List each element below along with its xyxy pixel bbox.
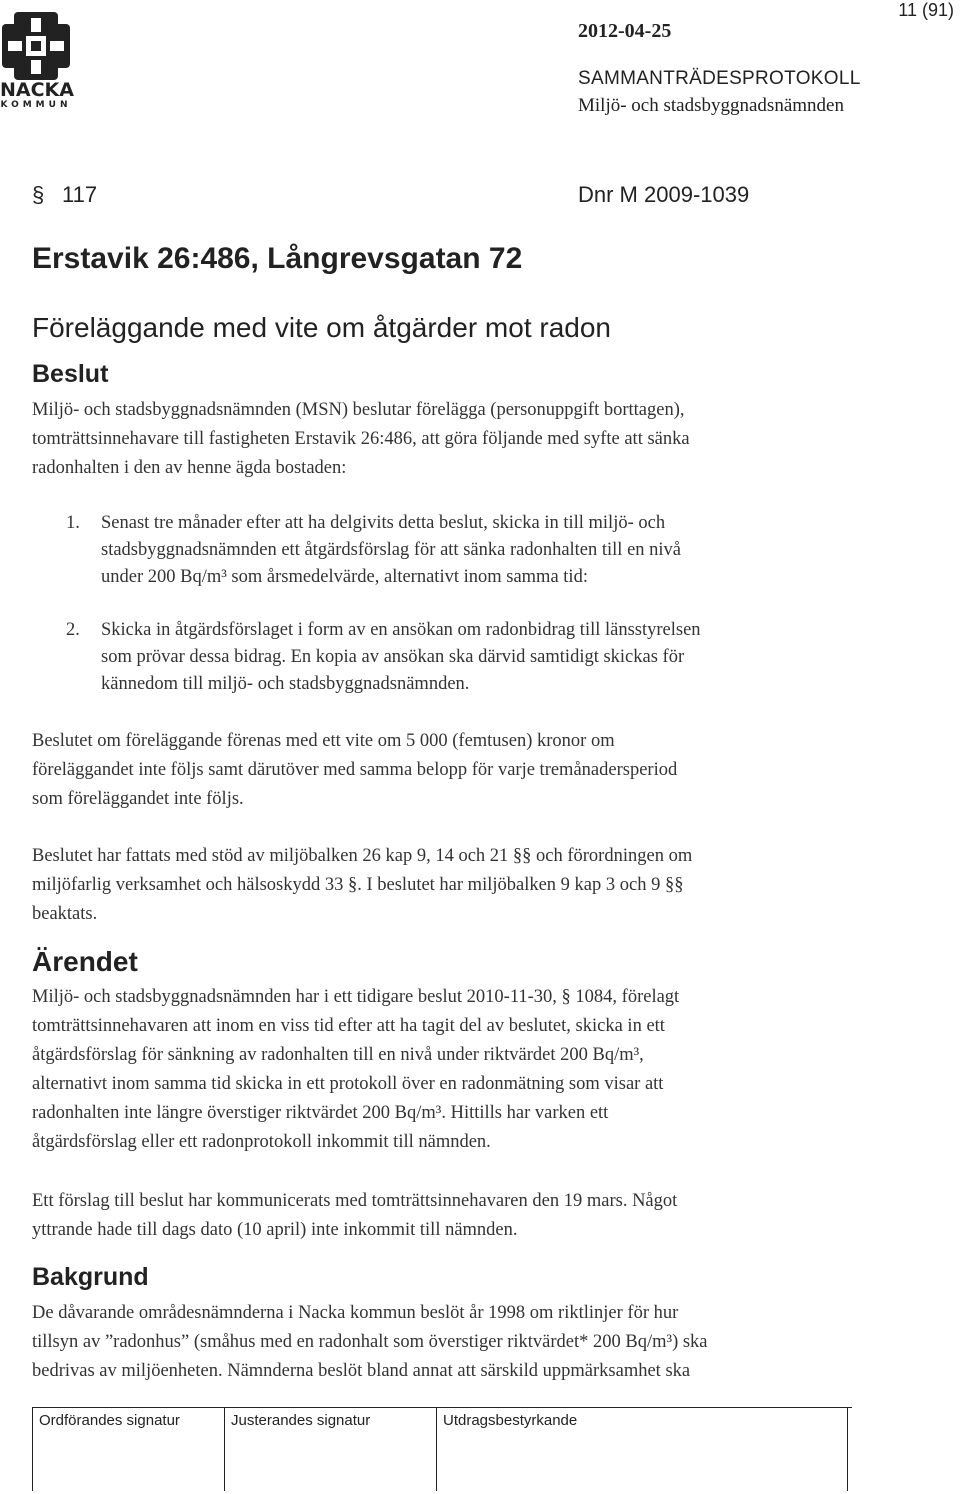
section-line [32, 182, 752, 212]
nacka-crest-icon [0, 10, 72, 82]
text-line: yttrande hade till dags dato (10 april) inte inkommit till nämnden. [32, 1220, 518, 1240]
committee-name: Miljö- och stadsbyggnadsnämnden [578, 95, 844, 116]
text-line: Beslutet har fattats med stöd av miljöbalken 26 kap 9, 14 och 21 §§ och förordningen om [32, 846, 693, 866]
utdrag-signature-label: Utdragsbestyrkande [443, 1412, 578, 1429]
text-line: åtgärdsförslag för sänkning av radonhalten till en nivå under riktvärdet 200 Bq/m³, [32, 1045, 644, 1065]
logo-line-2: KOMMUN [0, 100, 72, 110]
text-line: radonhalten inte längre överstiger riktvärdet 200 Bq/m³. Hittills har varken ett [32, 1103, 609, 1123]
list-item [66, 510, 866, 591]
protocol-title: SAMMANTRÄDESPROTOKOLL [578, 68, 861, 89]
text-line: under 200 Bq/m³ som årsmedelvärde, alternativt inom samma tid: [101, 567, 588, 587]
page-title: Erstavik 26:486, Långrevsgatan 72 [32, 242, 523, 275]
list-item [66, 617, 866, 698]
text-line: åtgärdsförslag eller ett radonprotokoll inkommit till nämnden. [32, 1132, 491, 1152]
logo-wordmark [0, 80, 72, 111]
text-line: radonhalten i den av henne ägda bostaden: [32, 458, 347, 478]
beslut-heading: Beslut [32, 360, 109, 388]
text-line: Senast tre månader efter att ha delgivits detta beslut, skicka in till miljö- och [101, 513, 666, 533]
text-line: Beslutet om föreläggande förenas med ett vite om 5 000 (femtusen) kronor om [32, 731, 615, 751]
text-line: alternativt inom samma tid skicka in ett protokoll över en radonmätning som visar att [32, 1074, 664, 1094]
text-line: miljöfarlig verksamhet och hälsoskydd 33 §. I beslutet har miljöbalken 9 kap 3 och 9 §§ [32, 875, 684, 895]
meeting-date: 2012-04-25 [578, 20, 672, 42]
signature-footer [32, 1407, 852, 1488]
text-line: tomträttsinnehavare till fastigheten Erstavik 26:486, att göra följande med syfte att sänka [32, 429, 690, 449]
paragraph-symbol: § [32, 182, 45, 207]
arendet-paragraph-2 [32, 1187, 872, 1245]
legal-paragraph [32, 842, 872, 929]
text-line: tillsyn av ”radonhus” (småhus med en radonhalt som överstiger riktvärdet* 200 Bq/m³) ska [32, 1332, 708, 1352]
diary-number: Dnr M 2009-1039 [578, 182, 750, 207]
beslut-intro [32, 396, 872, 483]
text-line: som föreläggandet inte följs. [32, 789, 244, 809]
text-line: Miljö- och stadsbyggnadsnämnden har i ett tidigare beslut 2010-11-30, § 1084, förelagt [32, 987, 680, 1007]
text-line: som prövar dessa bidrag. En kopia av ansökan ska därvid samtidigt skickas för [101, 647, 685, 667]
text-line: Miljö- och stadsbyggnadsnämnden (MSN) beslutar förelägga (personuppgift borttagen), [32, 400, 685, 420]
vite-paragraph [32, 727, 872, 814]
logo-line-1: NACKA [0, 79, 74, 101]
utdrag-signature-box[interactable] [436, 1408, 848, 1491]
text-line: föreläggandet inte följs samt därutöver med samma belopp för varje tremånadersperiod [32, 760, 678, 780]
text-line: Ett förslag till beslut har kommunicerats med tomträttsinnehavaren den 19 mars. Något [32, 1191, 678, 1211]
page-number: 11 (91) [898, 0, 954, 20]
section-number: 117 [62, 182, 98, 207]
beslut-list [66, 510, 866, 698]
text-line: kännedom till miljö- och stadsbyggnadsnämnden. [101, 674, 470, 694]
justerande-signature-box[interactable] [224, 1408, 435, 1491]
page-subtitle: Föreläggande med vite om åtgärder mot radon [32, 312, 611, 343]
justerande-signature-label: Justerandes signatur [231, 1412, 371, 1429]
arendet-heading: Ärendet [32, 946, 138, 977]
list-item-number: 1. [66, 513, 80, 533]
bakgrund-paragraph [32, 1299, 872, 1386]
ordforande-signature-label: Ordförandes signatur [39, 1412, 180, 1429]
text-line: beaktats. [32, 904, 98, 924]
ordforande-signature-box[interactable] [32, 1408, 223, 1491]
text-line: Skicka in åtgärdsförslaget i form av en ansökan om radonbidrag till länsstyrelsen [101, 620, 701, 640]
text-line: bedrivas av miljöenheten. Nämnderna beslöt bland annat att särskild uppmärksamhet ska [32, 1361, 691, 1381]
text-line: tomträttsinnehavaren att inom en viss tid efter att ha tagit del av beslutet, skicka in ett [32, 1016, 665, 1036]
arendet-paragraph-1 [32, 983, 872, 1157]
bakgrund-heading: Bakgrund [32, 1263, 149, 1291]
text-line: De dåvarande områdesnämnderna i Nacka kommun beslöt år 1998 om riktlinjer för hur [32, 1303, 679, 1323]
list-item-number: 2. [66, 620, 80, 640]
text-line: stadsbyggnadsnämnden ett åtgärdsförslag för att sänka radonhalten till en nivå [101, 540, 682, 560]
